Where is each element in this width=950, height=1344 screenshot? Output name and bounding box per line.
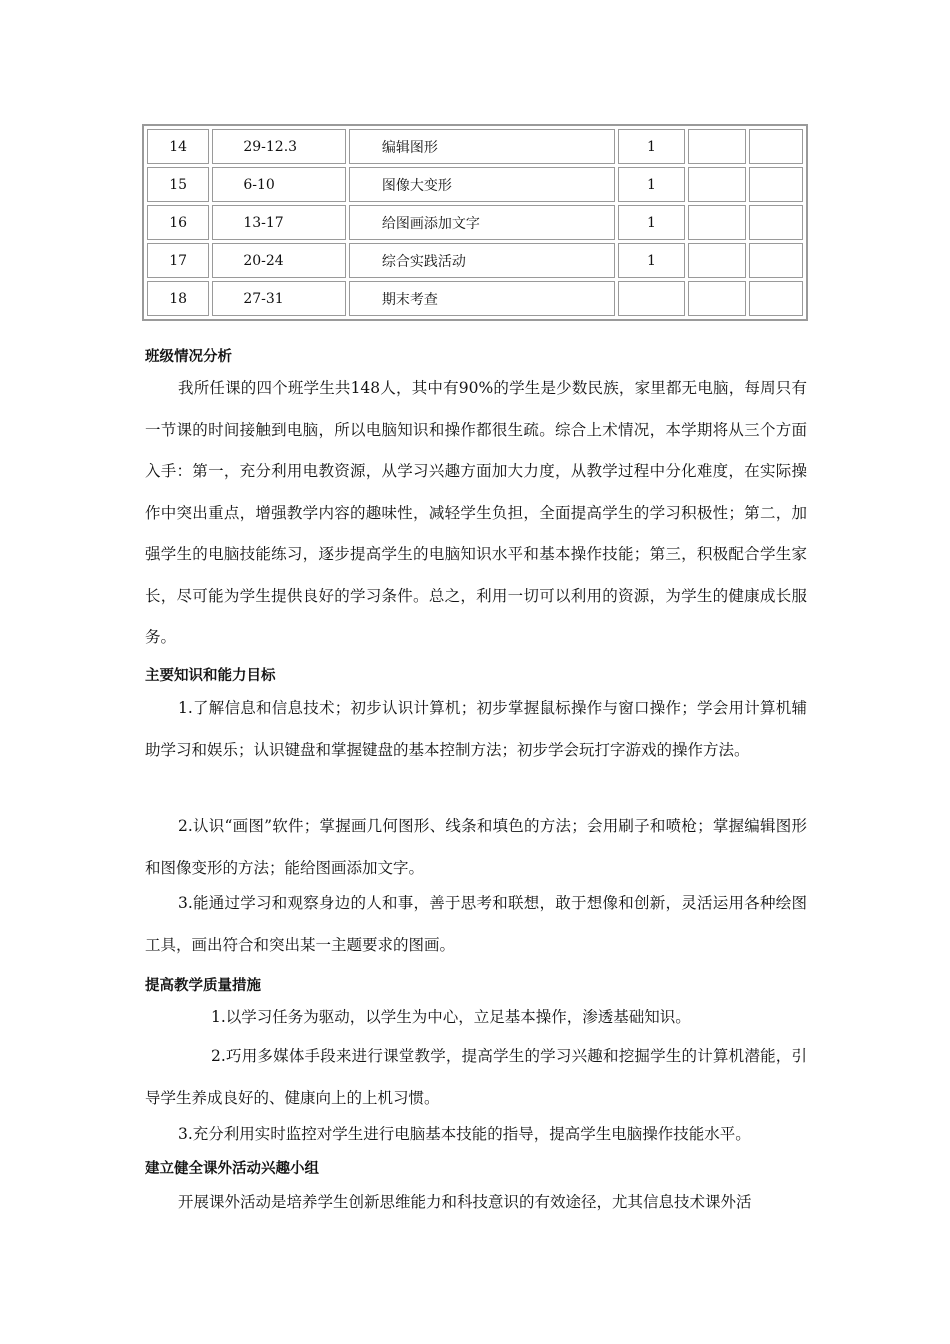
table-row — [147, 281, 803, 316]
hours-cell — [618, 281, 685, 316]
empty-cell — [688, 281, 746, 316]
content-cell: 综合实践活动 — [349, 243, 615, 278]
empty-cell — [688, 129, 746, 164]
measure-item-1: 1.以学习任务为驱动，以学生为中心，立足基本操作，渗透基础知识。 — [211, 1008, 691, 1026]
empty-cell — [749, 205, 803, 240]
empty-cell — [749, 243, 803, 278]
content-cell: 给图画添加文字 — [349, 205, 615, 240]
goals-heading: 主要知识和能力目标 — [145, 668, 276, 684]
activities-heading: 建立健全课外活动兴趣小组 — [145, 1161, 319, 1177]
measure-item-3: 3.充分利用实时监控对学生进行电脑基本技能的指导，提高学生电脑操作技能水平。 — [178, 1125, 751, 1143]
table-row — [147, 243, 803, 278]
week-cell: 17 — [147, 243, 209, 278]
content-cell: 编辑图形 — [349, 129, 615, 164]
empty-cell — [688, 243, 746, 278]
schedule-table — [142, 124, 808, 321]
empty-cell — [688, 167, 746, 202]
table-row — [147, 205, 803, 240]
week-cell: 16 — [147, 205, 209, 240]
date-cell: 6-10 — [212, 167, 346, 202]
empty-cell — [688, 205, 746, 240]
activities-body: 开展课外活动是培养学生创新思维能力和科技意识的有效途径，尤其信息技术课外活 — [178, 1193, 752, 1211]
content-cell: 期末考查 — [349, 281, 615, 316]
class-analysis-body: 我所任课的四个班学生共148人，其中有90%的学生是少数民族，家里都无电脑，每周只有一节课的时间接触到电脑，所以电脑知识和操作都很生疏。综合上术情况，本学期将从三个方面入手：第一，充分利用电教资源，从学习兴趣方面加大力度，从教学过程中分化难度，在实际操作中突出重点，增强教学内容的趣味性，减轻学生负担，全面提高学生的学习积极性；第二，加强学生的电脑技能练习，逐步提高学生的电脑知识水平和基本操作技能；第三，积极配合学生家长，尽可能为学生提供良好的学习条件。总之，利用一切可以利用的资源，为学生的健康成长服务。 — [145, 379, 807, 646]
content-cell: 图像大变形 — [349, 167, 615, 202]
class-analysis-heading: 班级情况分析 — [145, 349, 232, 365]
week-cell: 15 — [147, 167, 209, 202]
date-cell: 20-24 — [212, 243, 346, 278]
week-cell: 14 — [147, 129, 209, 164]
hours-cell: 1 — [618, 129, 685, 164]
measure-item-2: 2.巧用多媒体手段来进行课堂教学，提高学生的学习兴趣和挖掘学生的计算机潜能，引导学生养成良好的、健康向上的上机习惯。 — [145, 1047, 807, 1107]
hours-cell: 1 — [618, 243, 685, 278]
goal-item-2: 2.认识“画图”软件；掌握画几何图形、线条和填色的方法；会用刷子和喷枪；掌握编辑图形和图像变形的方法；能给图画添加文字。 — [145, 817, 807, 877]
goal-item-1: 1.了解信息和信息技术；初步认识计算机；初步掌握鼠标操作与窗口操作；学会用计算机辅助学习和娱乐；认识键盘和掌握键盘的基本控制方法；初步学会玩打字游戏的操作方法。 — [145, 699, 807, 759]
empty-cell — [749, 129, 803, 164]
week-cell: 18 — [147, 281, 209, 316]
measures-heading: 提高教学质量措施 — [145, 978, 261, 994]
table-row — [147, 167, 803, 202]
empty-cell — [749, 281, 803, 316]
date-cell: 27-31 — [212, 281, 346, 316]
hours-cell: 1 — [618, 205, 685, 240]
table-row — [147, 129, 803, 164]
date-cell: 13-17 — [212, 205, 346, 240]
date-cell: 29-12.3 — [212, 129, 346, 164]
empty-cell — [749, 167, 803, 202]
goal-item-3: 3.能通过学习和观察身边的人和事，善于思考和联想，敢于想像和创新，灵活运用各种绘图工具，画出符合和突出某一主题要求的图画。 — [145, 894, 807, 954]
hours-cell: 1 — [618, 167, 685, 202]
